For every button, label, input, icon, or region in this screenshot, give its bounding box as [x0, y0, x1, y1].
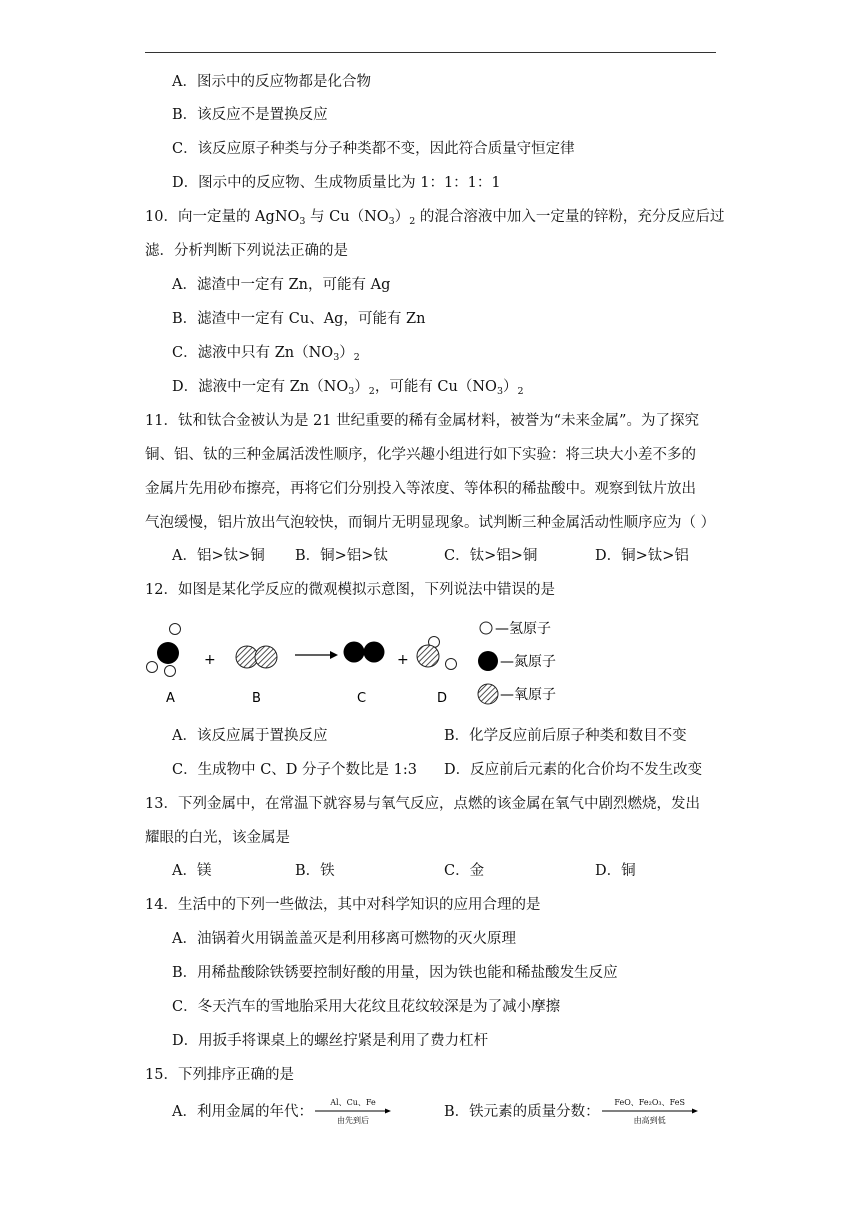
label-b: B [252, 691, 261, 706]
q13-option-b: B．铁 [295, 863, 335, 879]
q12-option-d: D．反应前后元素的化合价均不发生改变 [444, 762, 703, 778]
q10-stem-line1: 10．向一定量的 AgNO$_3$ 与 $Cu(NO_3)_2$ 的混合溶液中加入一定量的锌粉，充分反应后过 [145, 209, 725, 227]
legend [478, 621, 556, 704]
q13-stem-line2: 耀眼的白光，该金属是 [145, 830, 290, 846]
label-a: A [166, 691, 175, 706]
q12-reaction-diagram [140, 612, 600, 712]
label-c: C [357, 691, 367, 706]
q15-stem: 15．下列排序正确的是 [145, 1067, 294, 1083]
q10-option-a: A．滤渣中一定有 Zn，可能有 Ag [172, 277, 391, 293]
q12-option-a: A．该反应属于置换反应 [172, 728, 328, 744]
molecule-a [147, 624, 181, 677]
q11-stem-line2: 铜、铝、钛的三种金属活泼性顺序，化学兴趣小组进行如下实验：将三块大小差不多的 [145, 447, 696, 463]
reaction-arrow [295, 651, 338, 659]
legend-nitrogen: —氮原子 [500, 654, 556, 670]
q15-option-a-arrow-bottom: 由先到后 [336, 1116, 369, 1125]
q11-stem-line3: 金属片先用砂布擦亮，再将它们分别投入等浓度、等体积的稀盐酸中。观察到钛片放出 [145, 481, 696, 497]
q11-option-a: A．铝>钛>铜 [172, 548, 265, 564]
q13-option-c: C．金 [444, 863, 485, 879]
q13-stem-line1: 13．下列金属中，在常温下就容易与氧气反应，点燃的该金属在氧气中剧烈燃烧，发出 [145, 796, 700, 812]
plus-1: + [204, 652, 216, 668]
q15-option-b-arrow-bottom: 由高到低 [633, 1116, 666, 1125]
q15-option-b [444, 1098, 700, 1125]
q15-option-b-label: B．铁元素的质量分数： [444, 1104, 600, 1120]
q15-option-a [172, 1098, 393, 1125]
q9-option-d: D．图示中的反应物、生成物质量比为 1：1：1：1 [172, 175, 501, 191]
q14-option-c: C．冬天汽车的雪地胎采用大花纹且花纹较深是为了减小摩擦 [172, 999, 561, 1015]
q9-option-c: C．该反应原子种类与分子种类都不变，因此符合质量守恒定律 [172, 141, 575, 157]
q15-option-a-label: A．利用金属的年代： [172, 1104, 313, 1120]
legend-oxygen: —氧原子 [500, 687, 556, 703]
q15-option-a-arrow [313, 1098, 393, 1125]
q13-option-a: A．镁 [172, 863, 212, 879]
q14-option-a: A．油锅着火用锅盖盖灭是利用移离可燃物的灭火原理 [172, 931, 516, 947]
q15-option-a-arrow-top: Al、Cu、Fe [330, 1098, 376, 1107]
molecule-d [417, 637, 457, 670]
q12-stem: 12．如图是某化学反应的微观模拟示意图，下列说法中错误的是 [145, 582, 555, 598]
q14-option-d: D．用扳手将课桌上的螺丝拧紧是利用了费力杠杆 [172, 1033, 489, 1049]
q11-stem-line4: 气泡缓慢，铝片放出气泡较快，而铜片无明显现象。试判断三种金属活动性顺序应为（ ） [145, 515, 716, 531]
q10-option-c: C．滤液中只有 $Zn(NO_3)_2$ [172, 345, 360, 363]
legend-nitrogen-icon [478, 651, 498, 671]
q12-option-c: C．生成物中 C、D 分子个数比是 1:3 [172, 762, 417, 778]
q11-stem-line1: 11．钛和钛合金被认为是 21 世纪重要的稀有金属材料，被誉为“未来金属”。为了探究 [145, 413, 699, 429]
q9-option-b: B．该反应不是置换反应 [172, 107, 328, 123]
q11-option-b: B．铜>铝>钛 [295, 548, 388, 564]
plus-2: + [397, 652, 409, 668]
q9-option-a: A．图示中的反应物都是化合物 [172, 74, 371, 90]
molecule-b [236, 646, 277, 668]
q10-option-b: B．滤渣中一定有 Cu、Ag，可能有 Zn [172, 311, 426, 327]
q11-option-c: C．钛>铝>铜 [444, 548, 538, 564]
q15-option-b-arrow-top: FeO、Fe₂O₃、FeS [614, 1098, 685, 1107]
q10-stem-line2: 滤．分析判断下列说法正确的是 [145, 243, 348, 259]
q14-stem: 14．生活中的下列一些做法，其中对科学知识的应用合理的是 [145, 897, 541, 913]
q10-option-d: D．滤液中一定有 $Zn(NO_3)_2$，可能有 $Cu(NO_3)_2$ [172, 379, 524, 397]
legend-hydrogen-icon [480, 622, 492, 634]
legend-oxygen-icon [478, 684, 498, 704]
q13-option-d: D．铜 [595, 863, 636, 879]
molecule-c [344, 642, 385, 663]
q15-option-b-arrow [600, 1098, 700, 1125]
header-rule [145, 52, 716, 53]
legend-hydrogen: —氢原子 [495, 621, 551, 637]
label-d: D [437, 691, 448, 706]
q11-option-d: D．铜>钛>铝 [595, 548, 689, 564]
q14-option-b: B．用稀盐酸除铁锈要控制好酸的用量，因为铁也能和稀盐酸发生反应 [172, 965, 618, 981]
q12-option-b: B．化学反应前后原子种类和数目不变 [444, 728, 687, 744]
